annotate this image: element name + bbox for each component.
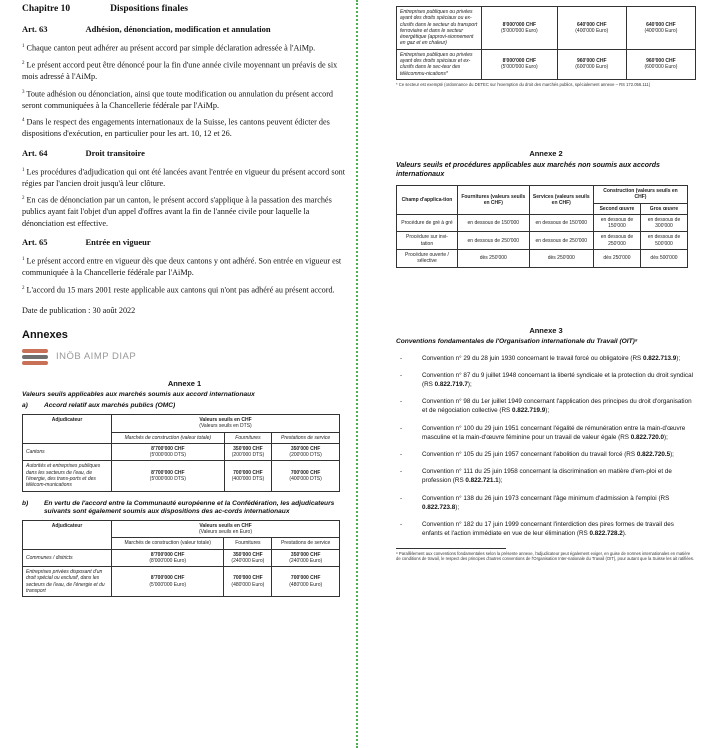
annex-subtitle: Valeurs seuils et procédures applicables aux marchés non soumis aux accords internationaux [396,161,660,178]
paragraph: $^2$ Le présent accord peut être dénoncé pour la fin d'une année civile moyennant un préavis de six mois adressé à l'AiMp. [22,60,338,82]
logo-text: INÖB AIMP DIAP [56,351,137,363]
table-row: Procédure de gré à gré en dessous de 150'000 en dessous de 150'000 en dessous de 150'000 en dessous de 300'000 [397,214,688,232]
article-title: Entrée en vigueur [85,237,151,248]
chapter-title: Dispositions finales [110,4,188,14]
article-heading [22,24,347,34]
article-title: Droit transitoire [85,147,145,158]
table-row: Cantons 8'700'000 CHF (5'000'000 DTS) 350'000 CHF (200'000 DTS) 350'000 CHF (200'000 DTS) [23,443,340,461]
paragraph: $^2$ L'accord du 15 mars 2001 reste applicable aux cantons qui n'ont pas adhéré au présent accord. [22,285,335,295]
paragraph: $^2$ En cas de dénonciation par un canton, le présent accord s'applique à la passation des marchés publics ayant fait l'objet d'un appel d'offres avant la fin de l'année civile pour laquelle la dénonciation est effective. [22,196,332,228]
section-heading: b) En vertu de l'accord entre la Communauté européenne et la Confédération, les adjudicateurs suivants sont également soumis aux dispositions des ac-cords internationaux [22,499,335,515]
annexes-heading: Annexes [22,328,68,341]
list-item: - Convention n° 105 du 25 juin 1957 concernant l'abolition du travail forcé (RS 0.822.720.5); [400,451,674,459]
article-number: Art. 63 [22,24,48,34]
chapter-number: Chapitre 10 [22,4,71,14]
table-row: Entreprises publiques ou privées ayant des droits spéciaux ou ex-clusifs dans le secteur du transport ferroviaire et dans le secteur énergétique (approvi-sionnement en gaz et en chaleur) 8'000'000 CHF (5'000'000 Euro) 640'000 CHF (400'000 Euro) 640'000 CHF (400'000 Euro) [397,7,696,50]
section-heading: a) Accord relatif aux marchés publics (OMC) [22,401,176,409]
procedure-table: Champ d'applica-tion Fournitures (valeurs seuils en CHF) Services (valeurs seuils en CHF) Construction (valeurs seuils en CHF) Second œuvre Gros œuvre Procédure de gré à gré en dessous de 150'000 en dessous de 150'000 en dessous de 150'000 en dessous de 300'000 Procédure sur invi-tation en dessous de 250'000 en dessous de 250'000 en dessous de 250'000 en dessous de 500'000 Procédure ouverte / sélective dès 250'000 dès 250'000 dès 250'000 dès 500'000 [396,185,688,268]
article-heading [22,148,347,158]
column-divider [356,0,358,748]
threshold-table-eu-continued [396,6,696,80]
threshold-table-wto: Adjudicateur Valeurs seuils en CHF (Valeurs seuils en DTS) Marchés de construction (valeur totale) Fournitures Prestations de service Cantons 8'700'000 CHF (5'000'000 DTS) 350'000 CHF (200'000 DTS) 350'000 CHF (200'000 DTS) Autorités et entreprises publiques dans les secteurs de l'eau, de l'énergie, des trans-ports et des télécom-munications 8'700'000 CHF (5'000'000 DTS) 700'000 CHF (400'000 DTS) 700'000 CHF (400'000 DTS) [22,414,340,492]
paragraph: $^1$ Le présent accord entre en vigueur dès que deux cantons y ont adhéré. Son entrée en vigueur est communiquée à la Chancellerie fédérale par l'AiMp. [22,257,342,278]
paragraph: $^1$ Chaque canton peut adhérer au présent accord par simple déclaration adressée à l'AiMp. [22,43,316,53]
article-title: Adhésion, dénonciation, modification et annulation [85,24,271,34]
threshold-table-eu: Adjudicateur Valeurs seuils en CHF (Valeurs seuils en Euro) Marchés de construction (valeur totale) Fournitures Prestations de service Communes / districts 8'700'000 CHF (8'000'000 Euro) 350'000 CHF (240'000 Euro) 350'000 CHF (240'000 Euro) Entreprises privées disposant d'un droit spécial ou exclusif, dans les secteurs de l'eau, de l'énergie et du transport 8'700'000 CHF (5'000'000 Euro) 700'000 CHF (480'000 Euro) 700'000 CHF (480'000 Euro) [22,520,340,598]
logo-icon [22,349,48,365]
annex-subtitle: Conventions fondamentales de l'Organisation internationale du Travail (OIT)⁸ [396,337,638,345]
table-row: Communes / districts 8'700'000 CHF (8'000'000 Euro) 350'000 CHF (240'000 Euro) 350'000 CHF (240'000 Euro) [23,549,340,567]
list-item: - Convention n° 100 du 29 juin 1951 concernant l'égalité de rémunération entre la main-d'œuvre masculine et la main-d'œuvre féminine pour un travail de valeur égale (RS 0.822.720.0); [400,424,686,441]
annex-title: Annexe 2 [529,148,563,158]
right-column [396,6,696,561]
table-row: Entreprises publiques ou privées ayant des droits spéciaux et ex-clusifs dans le sec-teur des télécommu-nications* 8'000'000 CHF (5'000'000 Euro) 960'000 CHF (600'000 Euro) 960'000 CHF (600'000 Euro) [397,49,696,79]
article-heading [22,237,347,247]
annex-title: Annexe 1 [167,378,202,388]
list-item: - Convention n° 98 du 1er juillet 1949 concernant l'application des principes du droit d'organisation et de négociation collective (RS 0.822.719.9); [400,398,692,415]
article-number: Art. 64 [22,147,48,158]
table-row: Autorités et entreprises publiques dans les secteurs de l'eau, de l'énergie, des trans-ports et des télécom-munications 8'700'000 CHF (5'000'000 DTS) 700'000 CHF (400'000 DTS) 700'000 CHF (400'000 DTS) [23,461,340,491]
annex3-footnote: ⁸ Parallèlement aux conventions fondamentales selon la présente annexe, l'adjudicateur peut également exiger, en guise de normes internationales en matière de conditions de travail, le respect des principes d'autres conventions de l'Organisation Inter-nationale du Travail (OIT), pour autant que la Suisse les ait ratifiées. [396,551,695,562]
logo [22,349,347,365]
chapter-heading [22,4,347,14]
list-item: - Convention n° 29 du 28 juin 1930 concernant le travail forcé ou obligatoire (RS 0.822.713.9); [400,354,681,362]
list-item: - Convention n° 87 du 9 juillet 1948 concernant la liberté syndicale et la protection du droit syndical (RS 0.822.719.7); [400,371,694,389]
conventions-list [396,354,696,539]
annex-subtitle: Valeurs seuils applicables aux marchés soumis aux accord internationaux [22,390,255,398]
table-footnote: * Ce secteur est exempté (ordonnance du DETEC sur l'exemption du droit des marchés publics, spécialement annexe – RS 172.056.111) [396,81,651,87]
table-row: Procédure sur invi-tation en dessous de 250'000 en dessous de 250'000 en dessous de 250'000 en dessous de 500'000 [397,232,688,250]
paragraph: $^3$ Toute adhésion ou dénonciation, ainsi que toute modification ou annulation du présent accord seront communiquées à la Chancellerie fédérale par l'AiMp. [22,89,334,110]
paragraph: $^1$ Les procédures d'adjudication qui ont été lancées avant l'entrée en vigueur du présent accord sont régies par l'ancien droit jusqu'à leur clôture. [22,167,346,188]
list-item: - Convention n° 182 du 17 juin 1999 concernant l'interdiction des pires formes de travail des enfants et l'action immédiate en vue de leur élimination (RS 0.822.728.2). [400,521,674,538]
footnote-rule [396,548,506,549]
annex-title: Annexe 3 [529,325,563,335]
table-row: Entreprises privées disposant d'un droit spécial ou exclusif, dans les secteurs de l'eau, de l'énergie et du transport 8'700'000 CHF (5'000'000 Euro) 700'000 CHF (480'000 Euro) 700'000 CHF (480'000 Euro) [23,567,340,597]
left-column [22,4,347,597]
list-item: - Convention n° 138 du 26 juin 1973 concernant l'âge minimum d'admission à l'emploi (RS 0.822.723.8); [400,494,670,511]
paragraph: $^4$ Dans le respect des engagements internationaux de la Suisse, les cantons peuvent édicter des dispositions d'exécution, en particulier pour les art. 10, 12 et 26. [22,117,330,139]
table-row: Procédure ouverte / sélective dès 250'000 dès 250'000 dès 250'000 dès 500'000 [397,250,688,268]
article-number: Art. 65 [22,237,48,248]
publication-date: Date de publication : 30 août 2022 [22,305,136,315]
list-item: - Convention n° 111 du 25 juin 1958 concernant la discrimination en matière d'em-ploi et de profession (RS 0.822.721.1); [400,468,672,485]
